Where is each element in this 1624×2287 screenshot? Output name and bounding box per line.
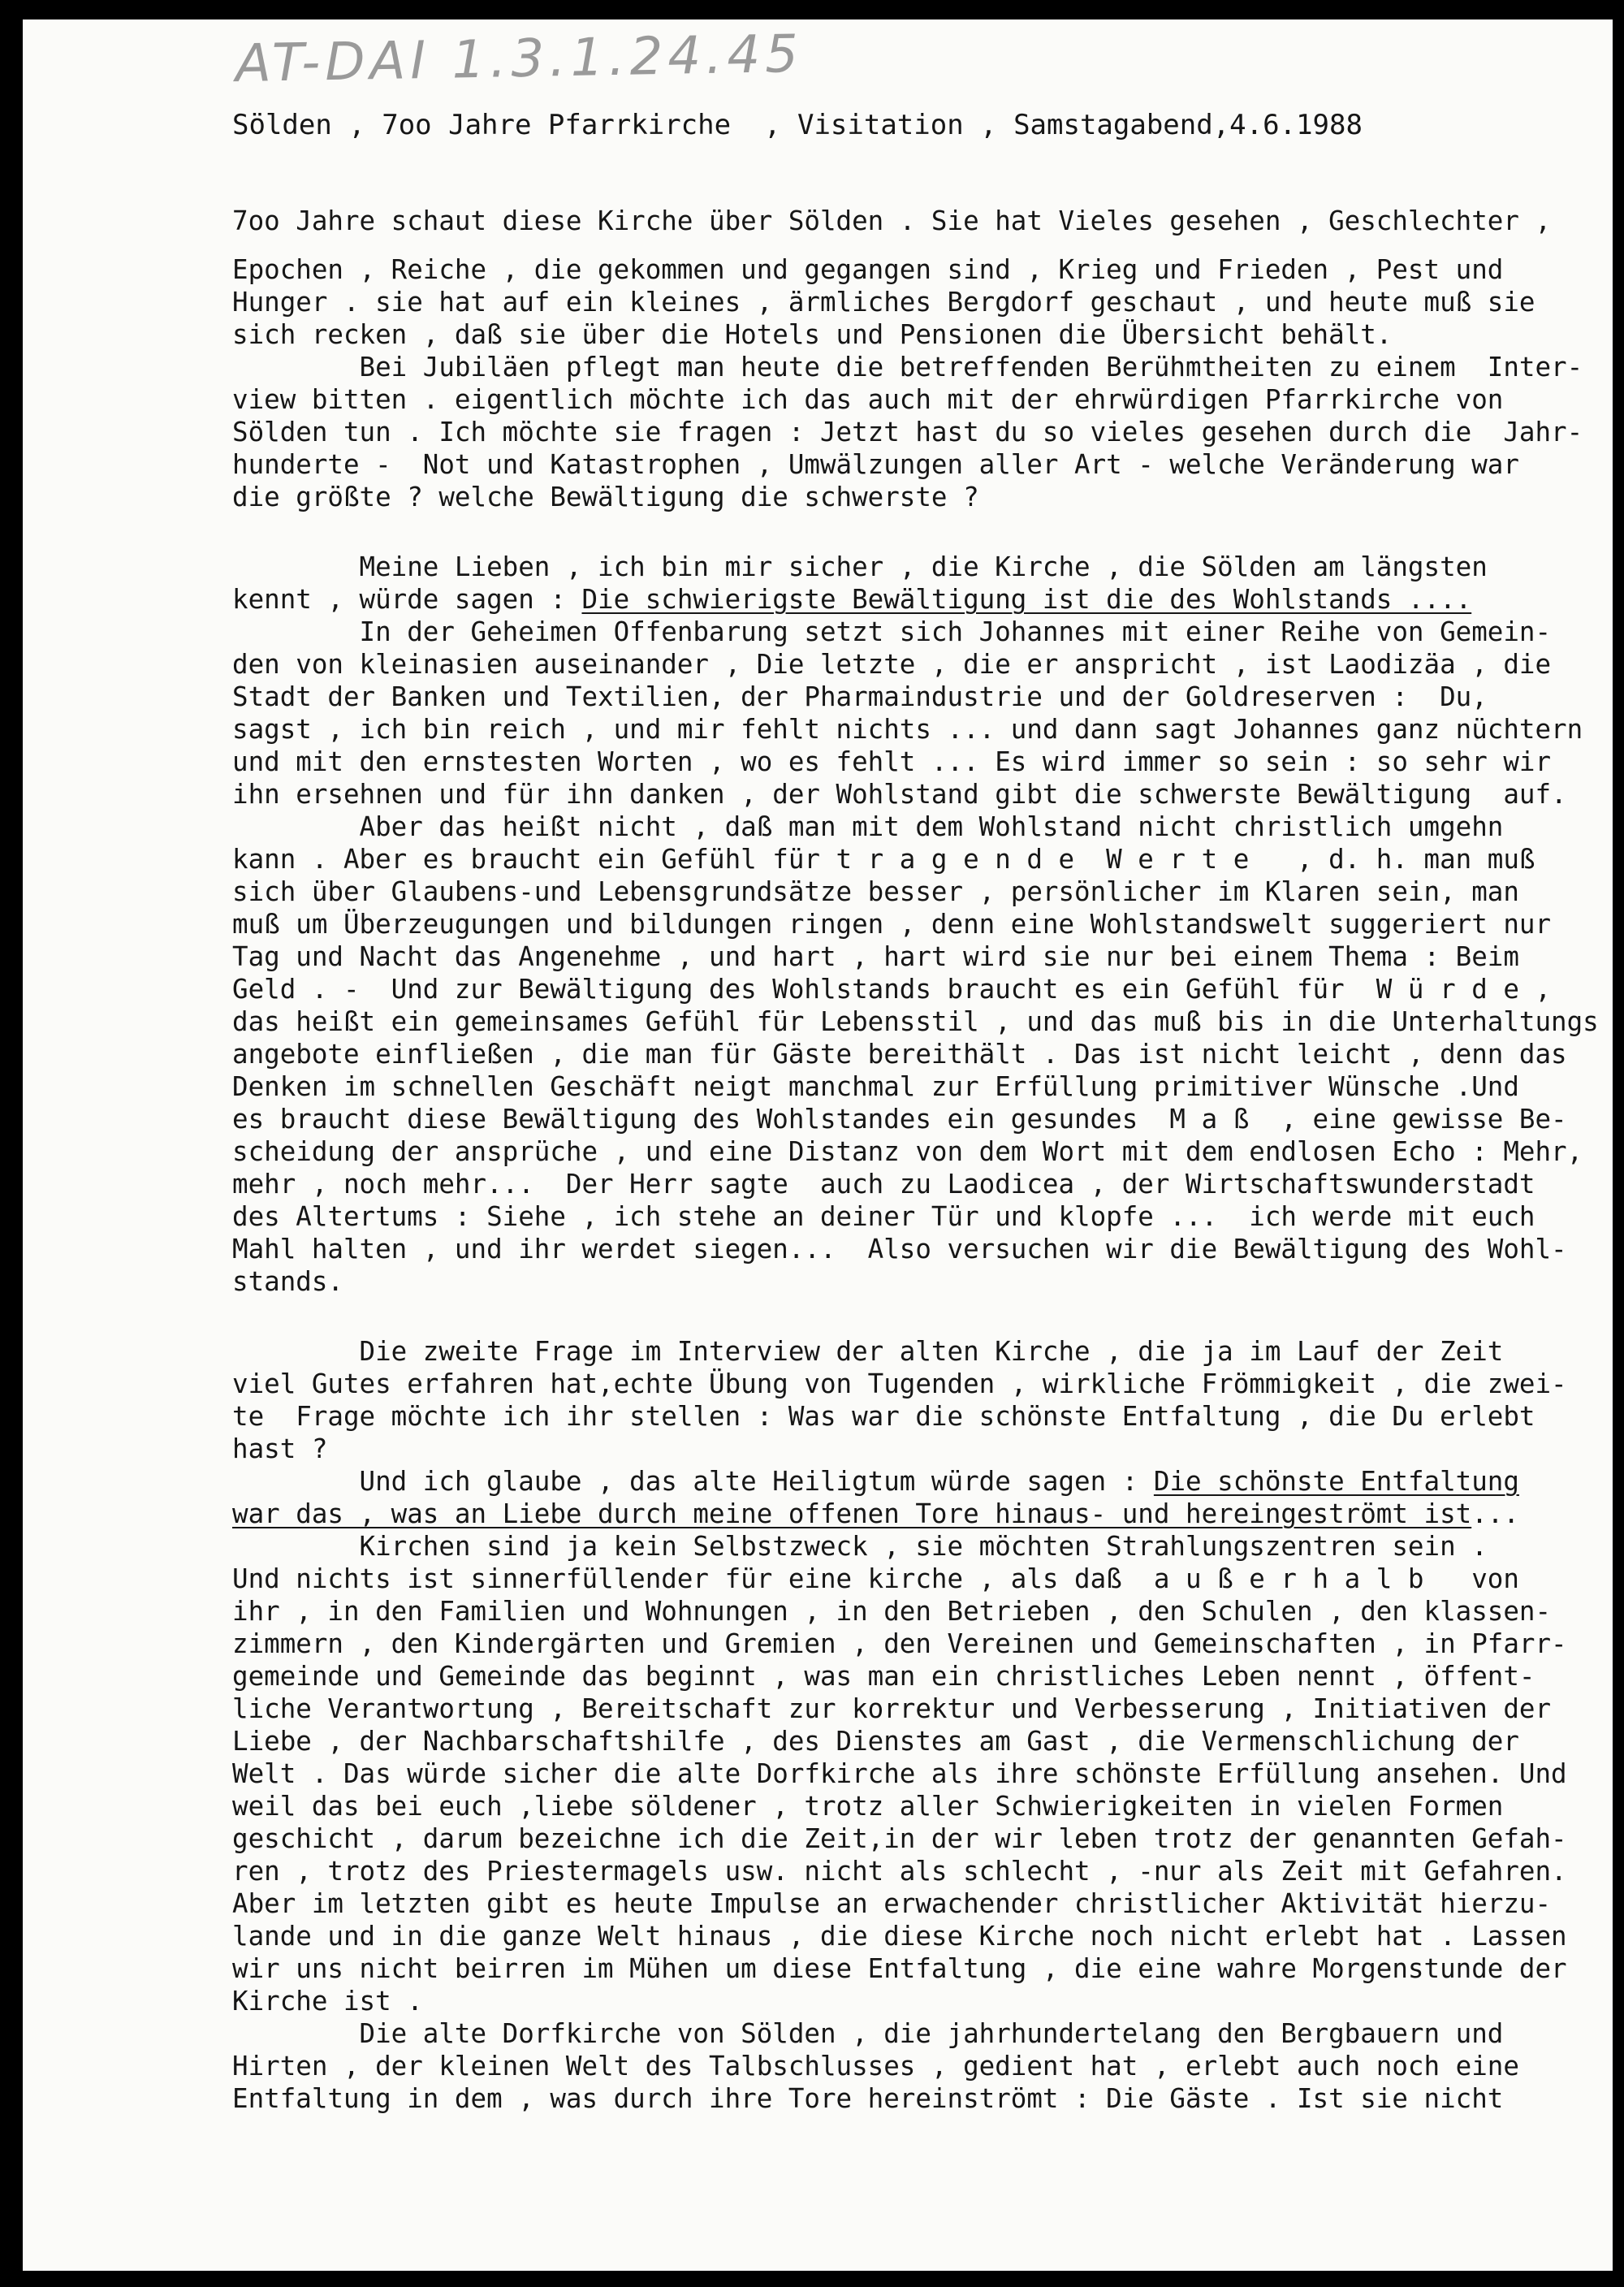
underlined-text: Die schönste Entfaltung [1153, 1466, 1519, 1497]
paragraph [232, 1335, 1613, 2115]
text-segment: Liebe , der Nachbarschaftshilfe , des Dienstes am Gast , die Vermenschlichung der [232, 1726, 1519, 1757]
text-line [232, 843, 1613, 875]
text-segment: viel Gutes erfahren hat,echte Übung von Tugenden , wirkliche Frömmigkeit , die zwei- [232, 1368, 1567, 1399]
text-line [232, 1168, 1613, 1200]
text-segment: Die zweite Frage im Interview der alten Kirche , die ja im Lauf der Zeit [232, 1336, 1504, 1367]
text-segment: muß um Überzeugungen und bildungen ringen , denn eine Wohlstandswelt suggeriert nur [232, 909, 1552, 940]
text-line [232, 1952, 1613, 1985]
text-line [232, 1628, 1613, 1660]
text-segment: view bitten . eigentlich möchte ich das auch mit der ehrwürdigen Pfarrkirche von [232, 384, 1504, 415]
text-segment: Und nichts ist sinnerfüllender für eine kirche , als daß a u ß e r h a l b von [232, 1563, 1519, 1594]
text-line [232, 1465, 1613, 1498]
text-line [232, 1757, 1613, 1790]
text-line [232, 908, 1613, 940]
text-line [232, 318, 1613, 351]
text-line [232, 713, 1613, 746]
text-segment: Kirche ist . [232, 1986, 423, 2017]
text-line [232, 648, 1613, 681]
text-line [232, 1233, 1613, 1265]
text-segment: Sölden tun . Ich möchte sie fragen : Jetzt hast du so vieles gesehen durch die Jahr- [232, 417, 1583, 447]
text-segment: Denken im schnellen Geschäft neigt manchmal zur Erfüllung primitiver Wünsche .Und [232, 1071, 1519, 1102]
text-segment: Welt . Das würde sicher die alte Dorfkirche als ihre schönste Erfüllung ansehen. Und [232, 1758, 1567, 1789]
text-line [232, 1103, 1613, 1135]
paragraph-gap [232, 237, 1613, 253]
text-segment: scheidung der ansprüche , und eine Distanz von dem Wort mit dem endlosen Echo : Mehr, [232, 1136, 1583, 1167]
underlined-text: Die schwierigste Bewältigung ist die des Wohlstands .... [581, 584, 1472, 615]
archive-signature: AT-DAI 1.3.1.24.45 [235, 24, 804, 95]
text-line [232, 1790, 1613, 1822]
text-segment: liche Verantwortung , Bereitschaft zur korrektur und Verbesserung , Initiativen der [232, 1693, 1552, 1724]
text-segment: mehr , noch mehr... Der Herr sagte auch zu Laodicea , der Wirtschaftswunderstadt [232, 1169, 1535, 1200]
text-segment: Tag und Nacht das Angenehme , und hart , hart wird sie nur bei einem Thema : Beim [232, 941, 1519, 972]
paragraph-gap [232, 513, 1613, 551]
text-line [232, 1887, 1613, 1920]
text-segment: Aber das heißt nicht , daß man mit dem Wohlstand nicht christlich umgehn [232, 811, 1504, 842]
text-segment: Hunger . sie hat auf ein kleines , ärmliches Bergdorf geschaut , und heute muß sie [232, 287, 1535, 318]
paragraph [232, 253, 1613, 513]
text-line [232, 351, 1613, 383]
text-line [232, 1368, 1613, 1400]
text-segment: weil das bei euch ,liebe söldener , trotz aller Schwierigkeiten in vielen Formen [232, 1791, 1504, 1822]
text-line [232, 616, 1613, 648]
text-line [232, 1005, 1613, 1038]
text-line [232, 940, 1613, 973]
text-segment: Bei Jubiläen pflegt man heute die betreffenden Berühmtheiten zu einem Inter- [232, 352, 1583, 383]
text-segment: Entfaltung in dem , was durch ihre Tore hereinströmt : Die Gäste . Ist sie nicht [232, 2083, 1504, 2114]
text-line [232, 2082, 1613, 2115]
text-segment: ihn ersehnen und für ihn danken , der Wohlstand gibt die schwerste Bewältigung auf. [232, 779, 1567, 810]
text-segment: ren , trotz des Priestermagels usw. nicht als schlecht , -nur als Zeit mit Gefahren. [232, 1856, 1567, 1887]
text-line [232, 2017, 1613, 2050]
text-segment: Geld . - Und zur Bewältigung des Wohlstands braucht es ein Gefühl für W ü r d e , [232, 974, 1552, 1005]
text-segment: das heißt ein gemeinsames Gefühl für Lebensstil , und das muß bis in die Unterhaltungs [232, 1006, 1599, 1037]
text-line [232, 286, 1613, 318]
text-line [232, 1660, 1613, 1693]
text-segment: lande und in die ganze Welt hinaus , die diese Kirche noch nicht erlebt hat . Lassen [232, 1921, 1567, 1952]
text-line [232, 416, 1613, 448]
text-line [232, 1038, 1613, 1070]
text-line [232, 1595, 1613, 1628]
text-line [232, 383, 1613, 416]
text-segment: es braucht diese Bewältigung des Wohlstandes ein gesundes M a ß , eine gewisse Be- [232, 1104, 1567, 1135]
text-line [232, 1135, 1613, 1168]
text-line [232, 1985, 1613, 2017]
text-line [232, 448, 1613, 481]
text-line [232, 1070, 1613, 1103]
text-line [232, 1563, 1613, 1595]
paragraph [232, 551, 1613, 1298]
text-line [232, 1265, 1613, 1298]
text-line [232, 746, 1613, 778]
underlined-text: war das , was an Liebe durch meine offenen Tore hinaus- und hereingeströmt ist [232, 1498, 1472, 1529]
text-segment: Meine Lieben , ich bin mir sicher , die Kirche , die Sölden am längsten [232, 551, 1488, 582]
text-segment: Mahl halten , und ihr werdet siegen... Also versuchen wir die Bewältigung des Wohl- [232, 1234, 1567, 1265]
text-line [232, 1725, 1613, 1757]
text-line [232, 1433, 1613, 1465]
text-segment: den von kleinasien auseinander , Die letzte , die er anspricht , ist Laodizäa , die [232, 649, 1552, 680]
text-segment: sich über Glaubens-und Lebensgrundsätze besser , persönlicher im Klaren sein, man [232, 876, 1519, 907]
text-line [232, 583, 1613, 616]
text-line [232, 875, 1613, 908]
text-line [232, 681, 1613, 713]
text-line [232, 778, 1613, 811]
text-segment: Epochen , Reiche , die gekommen und gegangen sind , Krieg und Frieden , Pest und [232, 254, 1504, 285]
text-segment: wir uns nicht beirren im Mühen um diese Entfaltung , die eine wahre Morgenstunde der [232, 1953, 1567, 1984]
text-line [232, 205, 1613, 237]
text-line [232, 253, 1613, 286]
text-line [232, 811, 1613, 843]
text-segment: 7oo Jahre schaut diese Kirche über Sölden . Sie hat Vieles gesehen , Geschlechter , [232, 205, 1552, 236]
text-line [232, 551, 1613, 583]
document-page [23, 19, 1613, 2271]
text-segment: zimmern , den Kindergärten und Gremien , den Vereinen und Gemeinschaften , in Pfarr- [232, 1628, 1567, 1659]
text-line [232, 1855, 1613, 1887]
text-line [232, 481, 1613, 513]
text-segment: gemeinde und Gemeinde das beginnt , was man ein christliches Leben nennt , öffent- [232, 1661, 1535, 1692]
text-line [232, 2050, 1613, 2082]
text-segment: Aber im letzten gibt es heute Impulse an erwachender christlicher Aktivität hierzu- [232, 1888, 1552, 1919]
text-line [232, 1530, 1613, 1563]
text-segment: angebote einfließen , die man für Gäste bereithält . Das ist nicht leicht , denn das [232, 1039, 1567, 1070]
text-segment: Stadt der Banken und Textilien, der Pharmaindustrie und der Goldreserven : Du, [232, 681, 1488, 712]
text-segment: stands. [232, 1266, 343, 1297]
text-segment: kann . Aber es braucht ein Gefühl für t r a g e n d e W e r t e , d. h. man muß [232, 844, 1535, 875]
text-segment: des Altertums : Siehe , ich stehe an deiner Tür und klopfe ... ich werde mit euch [232, 1201, 1535, 1232]
text-line [232, 973, 1613, 1005]
text-segment: hunderte - Not und Katastrophen , Umwälzungen aller Art - welche Veränderung war [232, 449, 1519, 480]
text-segment: te Frage möchte ich ihr stellen : Was war die schönste Entfaltung , die Du erlebt [232, 1401, 1535, 1432]
text-line [232, 1822, 1613, 1855]
text-segment: ... [1471, 1498, 1519, 1529]
text-segment: sagst , ich bin reich , und mir fehlt nichts ... und dann sagt Johannes ganz nüchtern [232, 714, 1583, 745]
text-segment: und mit den ernstesten Worten , wo es fehlt ... Es wird immer so sein : so sehr wir [232, 746, 1552, 777]
sermon-text [232, 205, 1613, 2115]
text-segment: hast ? [232, 1433, 328, 1464]
document-header: Sölden , 7oo Jahre Pfarrkirche , Visitation , Samstagabend,4.6.1988 [232, 109, 1363, 141]
text-segment: Hirten , der kleinen Welt des Talbschlusses , gedient hat , erlebt auch noch eine [232, 2051, 1519, 2082]
text-segment: In der Geheimen Offenbarung setzt sich Johannes mit einer Reihe von Gemein- [232, 616, 1552, 647]
text-segment: geschicht , darum bezeichne ich die Zeit,in der wir leben trotz der genannten Gefah- [232, 1823, 1567, 1854]
text-segment: Kirchen sind ja kein Selbstzweck , sie möchten Strahlungszentren sein . [232, 1531, 1488, 1562]
text-line [232, 1335, 1613, 1368]
text-segment: kennt , würde sagen : [232, 584, 582, 615]
text-segment: Und ich glaube , das alte Heiligtum würde sagen : [232, 1466, 1154, 1497]
text-line [232, 1693, 1613, 1725]
text-line [232, 1498, 1613, 1530]
text-segment: ihr , in den Familien und Wohnungen , in den Betrieben , den Schulen , den klassen- [232, 1596, 1552, 1627]
paragraph-gap [232, 1298, 1613, 1335]
text-line [232, 1920, 1613, 1952]
text-line [232, 1400, 1613, 1433]
text-segment: sich recken , daß sie über die Hotels und Pensionen die Übersicht behält. [232, 319, 1393, 350]
paragraph [232, 205, 1613, 237]
text-line [232, 1200, 1613, 1233]
text-segment: Die alte Dorfkirche von Sölden , die jahrhundertelang den Bergbauern und [232, 2018, 1504, 2049]
text-segment: die größte ? welche Bewältigung die schwerste ? [232, 482, 979, 512]
